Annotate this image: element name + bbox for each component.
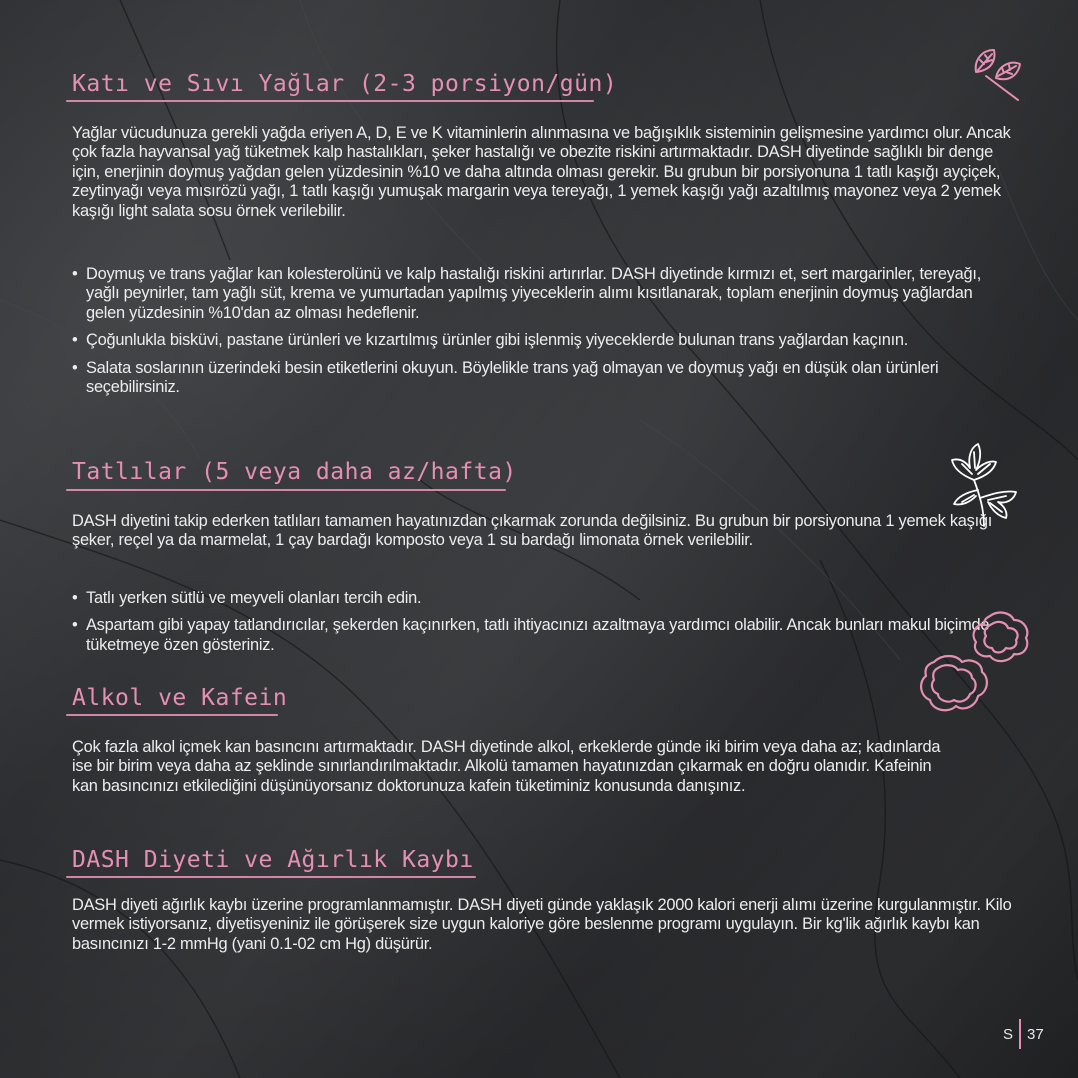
parsley-sprig-icon [944, 440, 1024, 528]
section-heading-fats: Katı ve Sıvı Yağlar (2-3 porsiyon/gün) [72, 71, 618, 97]
list-item: • Aspartam gibi yapay tatlandırıcılar, şekerden kaçınırken, tatlı ihtiyacınızı azaltmaya yardımcı olabilir. Ancak bunları makul biçimde tüketmeye özen gösteriniz. [72, 616, 1012, 655]
section-heading-alcohol: Alkol ve Kafein [72, 685, 288, 711]
page-footer [1003, 1019, 1044, 1049]
footer-letter: S [1003, 1025, 1014, 1043]
section-paragraph-weight-loss: DASH diyeti ağırlık kaybı üzerine programlanmamıştır. DASH diyeti günde yaklaşık 2000 kalori enerji alımı üzerine kurgulanmıştır. Kilo vermek istiyorsanız, diyetisyeniniz ile görüşerek size uygun kaloriye göre beslenme programı uygulayın. Bir kg'lik ağırlık kaybı kan basıncınızı 1-2 mmHg (yani 0.1-02 cm Hg) düşürür. [72, 896, 1012, 953]
heading-underline [66, 489, 506, 491]
list-item: • Çoğunlukla bisküvi, pastane ürünleri ve kızartılmış ürünler gibi işlenmiş yiyeceklerde bulunan trans yağlardan kaçının. [72, 331, 1012, 350]
list-item: • Tatlı yerken sütlü ve meyveli olanları tercih edin. [72, 589, 1012, 608]
section-heading-weight-loss: DASH Diyeti ve Ağırlık Kaybı [72, 847, 474, 873]
page-number: 37 [1027, 1025, 1044, 1043]
list-item: • Salata soslarının üzerindeki besin etiketlerini okuyun. Böylelikle trans yağ olmayan ve doymuş yağı en düşük olan ürünleri seçebilirsiniz. [72, 359, 1012, 398]
section-paragraph-sweets: DASH diyetini takip ederken tatlıları tamamen hayatınızdan çıkarmak zorunda değilsiniz. Bu grubun bir porsiyonuna 1 yemek kaşığı şeker, reçel ya da marmelat, 1 çay bardağı komposto veya 1 su bardağı limonata örnek verilebilir. [72, 512, 993, 550]
heading-underline [66, 876, 476, 878]
section-paragraph-fats: Yağlar vücudunuza gerekli yağda eriyen A, D, E ve K vitaminlerin alınmasına ve bağışıklık sisteminin gelişmesine yardımcı olur. Ancak çok fazla hayvansal yağ tüketmek kalp hastalıkları, şeker hastalığı ve obezite riskini artırmaktadır. DASH diyetinde sağlıklı bir denge için, enerjinin doymuş yağdan gelen yüzdesinin %10 ve daha altında olması gerekir. Bu grubun bir porsiyonuna 1 tatlı kaşığı ayçiçek, zeytinyağı veya mısırözü yağı, 1 tatlı kaşığı yumuşak margarin veya tereyağı, 1 yemek kaşığı yağı azaltılmış mayonez veya 2 yemek kaşığı light salata sosu örnek verilebilir. [72, 124, 1011, 220]
bullet-list-fats [72, 265, 1012, 405]
heading-underline [66, 714, 278, 716]
heading-underline [66, 100, 594, 102]
sliced-vegetable-icon [912, 606, 1032, 722]
section-paragraph-alcohol: Çok fazla alkol içmek kan basıncını artırmaktadır. DASH diyetinde alkol, erkeklerde günde iki birim veya daha az; kadınlarda ise bir birim veya daha az şeklinde sınırlandırılmaktadır. Alkolü tamamen hayatınızdan çıkarmak en doğru olanıdır. Kafeinin kan basıncınızı etkilediğini düşünüyorsanız doktorunuza kafein tüketiminiz konusunda danışınız. [72, 738, 941, 795]
footer-divider [1019, 1019, 1021, 1049]
bullet-list-sweets [72, 589, 1012, 663]
mint-leaf-icon [966, 42, 1028, 104]
section-heading-sweets: Tatlılar (5 veya daha az/hafta) [72, 459, 517, 485]
list-item: • Doymuş ve trans yağlar kan kolesterolünü ve kalp hastalığı riskini artırırlar. DASH diyetinde kırmızı et, sert margarinler, tereyağı, yağlı peynirler, tam yağlı süt, krema ve yumurtadan yapılmış yiyeceklerin alımı kısıtlanarak, toplam enerjinin doymuş yağlardan gelen yüzdesinin %10'dan az olması hedeflenir. [72, 265, 1012, 323]
